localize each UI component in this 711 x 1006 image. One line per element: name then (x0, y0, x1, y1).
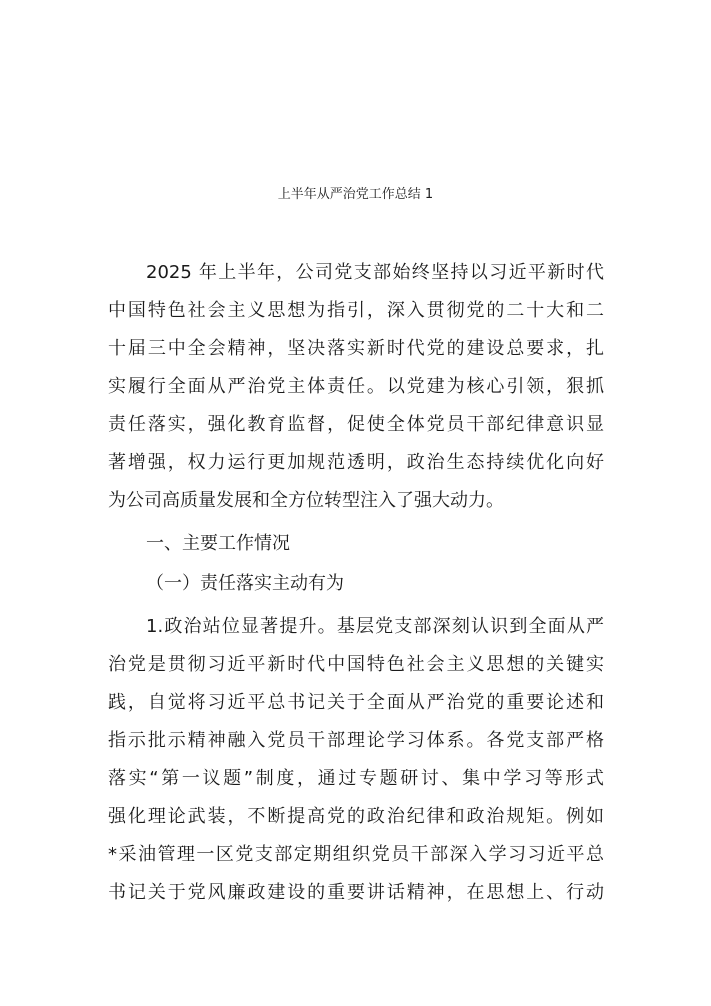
paragraph-line: 著增强，权力运行更加规范透明，政治生态持续优化向好 (108, 452, 604, 473)
paragraph-line: 中国特色社会主义思想为指引，深入贯彻党的二十大和二 (108, 300, 604, 321)
paragraph-line: 指示批示精神融入党员干部理论学习体系。各党支部严格 (108, 730, 604, 751)
paragraph-line: 为公司高质量发展和全方位转型注入了强大动力。 (108, 490, 504, 511)
paragraph-line: 践，自觉将习近平总书记关于全面从严治党的重要论述和 (108, 692, 604, 713)
paragraph-line: *采油管理一区党支部定期组织党员干部深入学习习近平总 (108, 844, 604, 865)
paragraph-line: 2025 年上半年，公司党支部始终坚持以习近平新时代 (146, 262, 604, 283)
paragraph-line: 实履行全面从严治党主体责任。以党建为核心引领，狠抓 (108, 376, 604, 397)
paragraph-line: 1.政治站位显著提升。基层党支部深刻认识到全面从严 (146, 616, 604, 637)
paragraph-line: 落实“第一议题”制度，通过专题研讨、集中学习等形式 (108, 768, 604, 789)
document-title: 上半年从严治党工作总结 1 (277, 187, 434, 202)
paragraph-line: 强化理论武装，不断提高党的政治纪律和政治规矩。例如 (108, 806, 604, 827)
paragraph-political-stance (108, 608, 604, 912)
document-body (108, 254, 604, 912)
section-heading: 一、主要工作情况 (146, 533, 290, 554)
paragraph-line: 十届三中全会精神，坚决落实新时代党的建设总要求，扎 (108, 338, 604, 359)
paragraph-line: 责任落实，强化教育监督，促使全体党员干部纪律意识显 (108, 414, 604, 435)
paragraph-intro (108, 254, 604, 520)
paragraph-line: 治党是贯彻习近平新时代中国特色社会主义思想的关键实 (108, 654, 604, 675)
paragraph-line: 书记关于党风廉政建设的重要讲话精神，在思想上、行动 (108, 882, 604, 903)
subsection-heading: （一）责任落实主动有为 (146, 573, 344, 594)
